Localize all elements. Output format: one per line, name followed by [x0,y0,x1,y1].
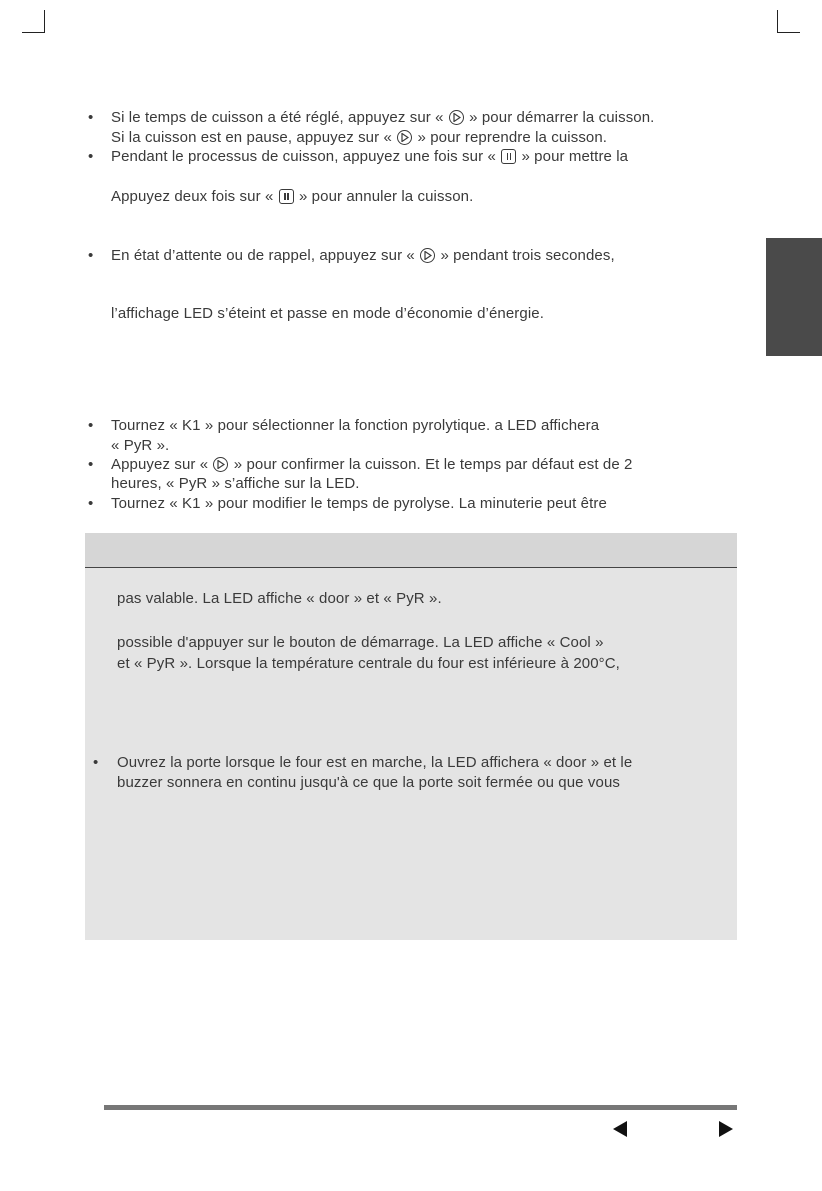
footer-rule [104,1105,737,1110]
bullet: • [88,109,94,126]
panel-line: et « PyR ». Lorsque la température centrale du four est inférieure à 200°C, [117,655,620,672]
bullet: • [88,495,94,512]
pause-icon [501,149,516,164]
play-icon [449,110,464,125]
instruction-line: Appuyez deux fois sur « » pour annuler la cuisson. [111,188,474,205]
previous-page-arrow-icon[interactable] [613,1121,627,1137]
bullet: • [88,247,94,264]
instruction-line: Tournez « K1 » pour sélectionner la fonction pyrolytique. a LED affichera [111,417,600,434]
info-panel-header [85,533,737,568]
instruction-line: Si le temps de cuisson a été réglé, appuyez sur « » pour démarrer la cuisson. [111,109,655,126]
crop-mark-top-right [777,10,800,33]
instruction-line: « PyR ». [111,437,170,454]
panel-line: Ouvrez la porte lorsque le four est en marche, la LED affichera « door » et le [117,754,633,771]
bullet: • [88,148,94,165]
crop-mark-top-left [22,10,45,33]
panel-line: possible d'appuyer sur le bouton de démarrage. La LED affiche « Cool » [117,634,604,651]
panel-line: buzzer sonnera en continu jusqu'à ce que la porte soit fermée ou que vous [117,774,620,791]
instruction-line: En état d’attente ou de rappel, appuyez sur « » pendant trois secondes, [111,247,615,264]
instruction-line: Tournez « K1 » pour modifier le temps de pyrolyse. La minuterie peut être [111,495,607,512]
instruction-line: l’affichage LED s’éteint et passe en mode d’économie d’énergie. [111,305,544,322]
next-page-arrow-icon[interactable] [719,1121,733,1137]
play-icon [420,248,435,263]
bullet: • [93,754,99,771]
play-icon [397,130,412,145]
pause-icon [279,189,294,204]
instruction-line: Pendant le processus de cuisson, appuyez une fois sur « » pour mettre la [111,148,629,165]
side-tab [766,238,822,356]
instruction-line: heures, « PyR » s’affiche sur la LED. [111,475,360,492]
play-icon [213,457,228,472]
bullet: • [88,456,94,473]
instruction-line: Appuyez sur « » pour confirmer la cuisson. Et le temps par défaut est de 2 [111,456,633,473]
instruction-line: Si la cuisson est en pause, appuyez sur « » pour reprendre la cuisson. [111,129,608,146]
panel-line: pas valable. La LED affiche « door » et « PyR ». [117,590,442,607]
bullet: • [88,417,94,434]
